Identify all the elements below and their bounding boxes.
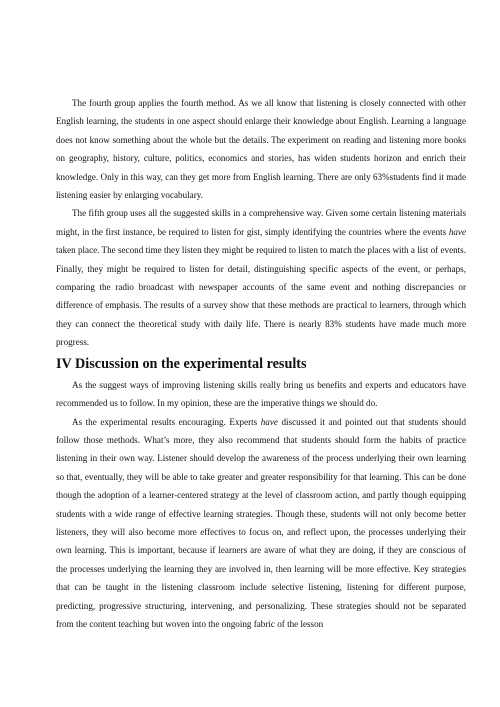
paragraph-fifth-group-text-b: taken place. The second time they listen they might be required to listen to match the places with a list of events. Finally, they might be required to listen for detail, distinguishing specific aspects of the event, or perhaps, comparing the radio broadcast with newspaper accounts of the same event and nothing discrepancies or difference of emphasis. The results of a survey show that these methods are practical to learners, through which they can connect the theoretical study with daily life. There is nearly 83% students have made much more progress. [56,245,466,348]
paragraph-fifth-group-text-a: The fifth group uses all the suggested skills in a comprehensive way. Given some certain listening materials might, in the first instance, be required to listen for gist, simply identifying the countries where the events [56,208,466,237]
paragraph-fifth-group-italic: have [448,226,466,237]
paragraph-discussion-intro: As the suggest ways of improving listening skills really bring us benefits and experts and educators have recommended us to follow. In my opinion, these are the imperative things we should do. [56,379,466,409]
paragraph-experts [56,413,466,634]
paragraph-fourth-group: The fourth group applies the fourth method. As we all know that listening is closely connected with other English learning, the students in one aspect should enlarge their knowledge about English. Learning a language does not know something about the whole but the details. The experiment on reading and listening more books on geography, history, culture, politics, economics and stories, has widen students horizon and enrich their knowledge. Only in this way, can they get more from English learning. There are only 63%students find it made listening easier by enlarging vocabulary. [56,98,466,201]
paragraph-experts-text-b: discussed it and pointed out that students should follow those methods. What’s more, they also recommend that students should form the habits of practice listening in their own way. Listener should develop the awareness of the process underlying their own learning so that, eventually, they will be able to take greater and greater responsibility for that learning. This can be done though the adoption of a learner-centered strategy at the level of classroom action, and partly though equipping students with a wide range of effective learning strategies. Though these, students will not only become better listeners, they will also become more effectives to focus on, and reflect upon, the processes underlying their own learning. This is important, because if learners are aware of what they are doing, if they are conscious of the processes underlying the learning they are involved in, then learning will be more effective. Key strategies that can be taught in the listening classroom include selective listening, listening for different purpose, predicting, progressive structuring, intervening, and personalizing. These strategies should not be separated from the content teaching but woven into the ongoing fabric of the lesson [56,416,466,629]
section-heading: IV Discussion on the experimental results [56,355,307,372]
paragraph-experts-text-a: As the experimental results encouraging. Experts [72,416,261,427]
paragraph-fifth-group [56,204,466,351]
paragraph-experts-italic: have [260,416,278,427]
